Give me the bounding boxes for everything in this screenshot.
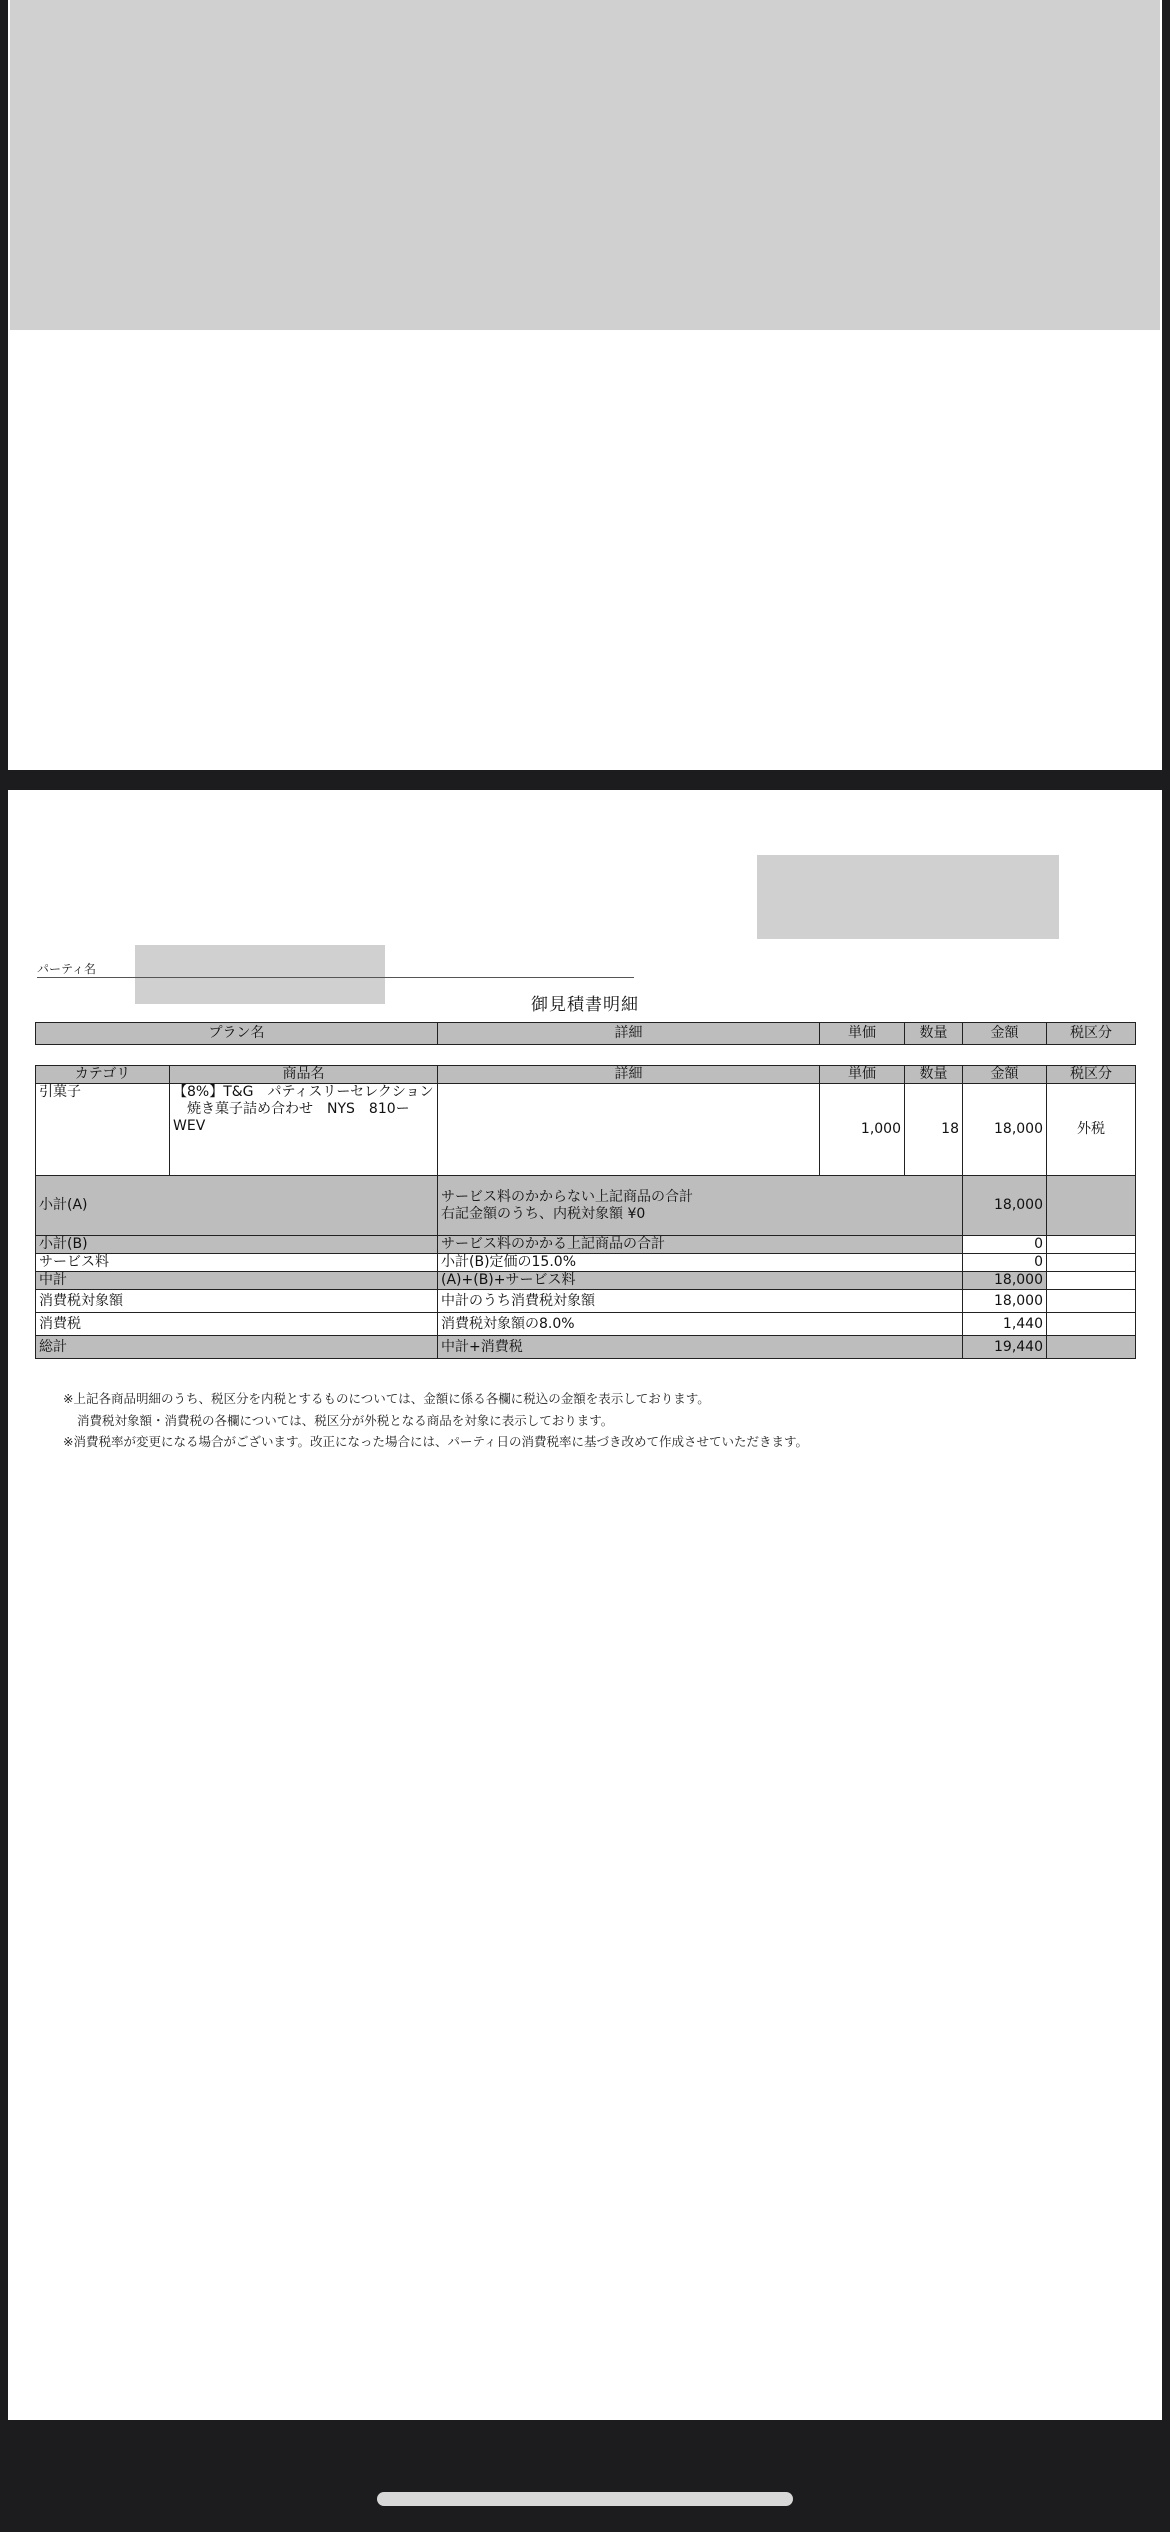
summary-amount: 1,440 <box>963 1313 1047 1336</box>
redacted-block <box>10 0 1160 330</box>
summary-detail: 中計+消費税 <box>438 1336 963 1359</box>
summary-detail: サービス料のかかる上記商品の合計 <box>438 1236 963 1254</box>
summary-label: 総計 <box>36 1336 438 1359</box>
summary-detail: 消費税対象額の8.0% <box>438 1313 963 1336</box>
col-tax-type: 税区分 <box>1047 1066 1136 1084</box>
document-page-2 <box>8 790 1162 2420</box>
summary-row-midtotal <box>36 1272 1136 1290</box>
party-name-label: パーティ名 <box>37 962 97 976</box>
summary-row-subtotal-b <box>36 1236 1136 1254</box>
summary-label: 消費税対象額 <box>36 1290 438 1313</box>
col-quantity: 数量 <box>905 1066 963 1084</box>
summary-label: 小計(B) <box>36 1236 438 1254</box>
summary-label: 消費税 <box>36 1313 438 1336</box>
plan-table <box>35 1022 1136 1045</box>
item-quantity: 18 <box>905 1084 963 1176</box>
footnote-line: ※上記各商品明細のうち、税区分を内税とするものについては、金額に係る各欄に税込の金額を表示しております。 <box>63 1391 710 1406</box>
summary-tax-cell <box>1047 1336 1136 1359</box>
summary-amount: 19,440 <box>963 1336 1047 1359</box>
summary-label: サービス料 <box>36 1254 438 1272</box>
product-name-line: 焼き菓子詰め合わせ NYS 810ー <box>173 1101 410 1117</box>
summary-amount: 18,000 <box>963 1290 1047 1313</box>
summary-detail-line: サービス料のかからない上記商品の合計 <box>441 1188 693 1205</box>
summary-tax-cell <box>1047 1272 1136 1290</box>
summary-row-total <box>36 1336 1136 1359</box>
summary-label: 小計(A) <box>36 1176 438 1236</box>
col-detail: 詳細 <box>438 1066 820 1084</box>
item-unit-price: 1,000 <box>820 1084 905 1176</box>
col-quantity: 数量 <box>905 1023 963 1045</box>
product-name-line: WEV <box>173 1118 206 1134</box>
col-tax-type: 税区分 <box>1047 1023 1136 1045</box>
col-detail: 詳細 <box>438 1023 820 1045</box>
summary-tax-cell <box>1047 1254 1136 1272</box>
redacted-block <box>757 855 1059 939</box>
plan-table-header <box>36 1023 1136 1045</box>
summary-label: 中計 <box>36 1272 438 1290</box>
table-row <box>36 1084 1136 1176</box>
item-amount: 18,000 <box>963 1084 1047 1176</box>
col-unit-price: 単価 <box>820 1023 905 1045</box>
items-table-header <box>36 1066 1136 1084</box>
summary-tax-cell <box>1047 1313 1136 1336</box>
document-title: 御見積書明細 <box>531 995 639 1015</box>
item-detail <box>438 1084 820 1176</box>
summary-row-service <box>36 1254 1136 1272</box>
item-product-name <box>170 1084 438 1176</box>
summary-detail-line: 右記金額のうち、内税対象額 ¥0 <box>441 1205 646 1222</box>
col-category: カテゴリ <box>36 1066 170 1084</box>
home-indicator[interactable] <box>377 2492 793 2506</box>
summary-amount: 18,000 <box>963 1272 1047 1290</box>
summary-tax-cell <box>1047 1236 1136 1254</box>
col-product-name: 商品名 <box>170 1066 438 1084</box>
document-page-1 <box>8 0 1162 770</box>
footnote-line: 消費税対象額・消費税の各欄については、税区分が外税となる商品を対象に表示しております。 <box>77 1412 614 1428</box>
summary-detail: (A)+(B)+サービス料 <box>438 1272 963 1290</box>
footnotes <box>63 1388 808 1453</box>
col-amount: 金額 <box>963 1023 1047 1045</box>
summary-detail <box>438 1176 963 1236</box>
item-category: 引菓子 <box>36 1084 170 1176</box>
summary-row-tax <box>36 1313 1136 1336</box>
footnote-line: ※消費税率が変更になる場合がございます。改正になった場合には、パーティ日の消費税率に基づき改めて作成させていただきます。 <box>63 1434 808 1449</box>
summary-detail: 中計のうち消費税対象額 <box>438 1290 963 1313</box>
col-plan-name: プラン名 <box>36 1023 438 1045</box>
product-name-line: 【8%】T&G パティスリーセレクション <box>173 1084 434 1100</box>
summary-row-taxable <box>36 1290 1136 1313</box>
summary-row-subtotal-a <box>36 1176 1136 1236</box>
item-tax-type: 外税 <box>1047 1084 1136 1176</box>
summary-tax-cell <box>1047 1176 1136 1236</box>
party-name-underline <box>37 977 634 978</box>
summary-amount: 0 <box>963 1254 1047 1272</box>
summary-tax-cell <box>1047 1290 1136 1313</box>
summary-detail: 小計(B)定価の15.0% <box>438 1254 963 1272</box>
summary-amount: 18,000 <box>963 1176 1047 1236</box>
col-unit-price: 単価 <box>820 1066 905 1084</box>
col-amount: 金額 <box>963 1066 1047 1084</box>
summary-amount: 0 <box>963 1236 1047 1254</box>
items-table <box>35 1065 1136 1359</box>
